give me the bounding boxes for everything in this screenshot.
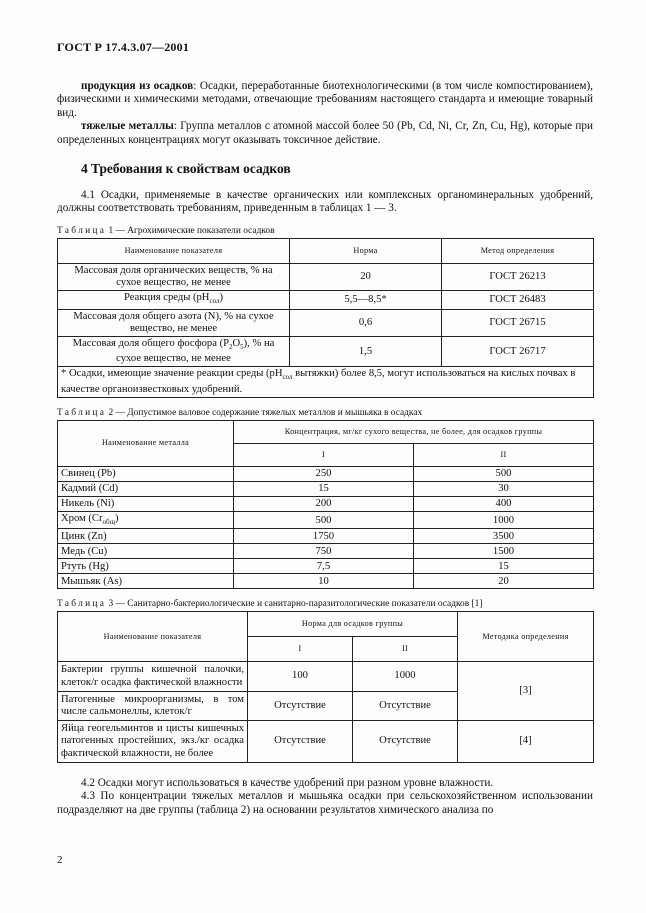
group1-value: 200 [234,497,414,512]
indicator-name: Яйца геогельминтов и цисты кишечных патогенных простейших, экз./кг осадка фактической влажности, не более [58,721,248,763]
column-header: Концентрация, мг/кг сухого вещества, не более, для осадков группы [234,421,594,444]
column-header: Норма [290,238,442,263]
table-row [58,482,594,497]
table-header-row [58,612,594,637]
column-header: Норма для осадков группы [248,612,458,637]
table-agrochemical [57,238,594,398]
table-sanitary [57,611,594,762]
text-part: вытяжки) более 8,5, могут использоваться на кислых почвах в качестве органоизвестковых удобрений. [61,368,576,395]
group1-value: 100 [248,662,353,691]
table-row [58,544,594,559]
table-note-row [58,367,594,398]
table-row [58,512,594,529]
table-row [58,662,594,691]
document-page [57,40,593,817]
table-caption-text: 1 — Агрохимические показатели осадков [106,225,275,236]
group2-value: 20 [414,574,594,589]
table-row [58,497,594,512]
group1-value: 500 [234,512,414,529]
method-value: ГОСТ 26715 [442,309,594,336]
group1-value: 750 [234,544,414,559]
indicator-name [58,336,290,367]
method-value: ГОСТ 26483 [442,291,594,309]
subscript: сол [209,297,220,306]
indicator-name: Массовая доля общего азота (N), % на сухое вещество, не менее [58,309,290,336]
table-caption-word: Таблица [57,599,107,610]
paragraph-4-2: 4.2 Осадки могут использоваться в качестве удобрений при разном уровне влажности. [81,776,494,789]
metal-name: Свинец (Pb) [58,467,234,482]
section-title: 4 Требования к свойствам осадков [81,161,291,177]
method-reference: [3] [458,662,594,721]
group1-value: 10 [234,574,414,589]
paragraph-4-1: 4.1 Осадки, применяемые в качестве органических или комплексных органоминеральных удобрений, должны соответствовать требованиям, приведенным в таблицах 1 — 3. [57,189,593,215]
column-header: I [234,444,414,467]
text-part: Реакция среды (pH [123,292,210,304]
table-row [58,263,594,290]
group1-value: 1750 [234,529,414,544]
definition-products [57,80,593,120]
table-footnote [58,367,594,398]
indicator-name: Массовая доля органических веществ, % на сухое вещество, не менее [58,263,290,290]
page-number: 2 [57,854,63,866]
table-heavy-metals [57,420,594,589]
group2-value: 1000 [414,512,594,529]
table3-caption [57,599,593,609]
metal-name [58,512,234,529]
indicator-name: Патогенные микроорганизмы, в том числе сальмонеллы, клеток/г [58,691,248,720]
definition-heavy-metals [57,120,593,147]
text-part: Хром (Cr [61,513,103,524]
standard-header: ГОСТ Р 17.4.3.07—2001 [57,40,190,54]
metal-name: Кадмий (Cd) [58,482,234,497]
group2-value: 3500 [414,529,594,544]
group2-value: 1500 [414,544,594,559]
table2-caption [57,408,593,418]
column-header: Метод определения [442,238,594,263]
group2-value: 400 [414,497,594,512]
definition-term: продукция из осадков [81,80,194,92]
paragraph-4-3: 4.3 По концентрации тяжелых металлов и мышьяка осадки при сельскохозяйственном использовании подразделяют на две группы (таблица 2) на основании результатов химического анализа по [57,790,593,816]
method-reference: [4] [458,721,594,763]
metal-name: Цинк (Zn) [58,529,234,544]
indicator-name [58,291,290,309]
norm-value: 5,5—8,5* [290,291,442,309]
group2-value: Отсутствие [353,691,458,720]
table-caption-word: Таблица [57,225,107,236]
text-part: Массовая доля общего фосфора (P [72,337,229,349]
group2-value: 30 [414,482,594,497]
table-row [58,574,594,589]
method-value: ГОСТ 26213 [442,263,594,290]
text-part: ) [219,292,224,304]
table-caption-text: 3 — Санитарно-бактериологические и санитарно-паразитологические показатели осадков [1] [106,599,483,610]
group2-value: 500 [414,467,594,482]
metal-name: Медь (Cu) [58,544,234,559]
group2-value: 1000 [353,662,458,691]
column-header: I [248,637,353,662]
method-value: ГОСТ 26717 [442,336,594,367]
table-row [58,529,594,544]
text-part: * Осадки, имеющие значение реакции среды (pH [61,368,283,380]
subscript: сол [282,373,293,382]
table-row [58,467,594,482]
norm-value: 0,6 [290,309,442,336]
table-caption-text: 2 — Допустимое валовое содержание тяжелых металлов и мышьяка в осадках [106,408,423,418]
table-row [58,291,594,309]
group1-value: 250 [234,467,414,482]
column-header: Наименование показателя [58,238,290,263]
norm-value: 20 [290,263,442,290]
table1-caption [57,226,593,236]
column-header: II [414,444,594,467]
group1-value: Отсутствие [248,721,353,763]
indicator-name: Бактерии группы кишечной палочки, клеток/г осадка фактической влажности [58,662,248,691]
subscript: общ [102,518,115,527]
column-header: Методика определения [458,612,594,662]
definition-text: : Группа металлов с атомной массой более 50 (Pb, Cd, Ni, Cr, Zn, Cu, Hg), которые при определенных концентрациях могут оказывать токсичное действие. [57,120,593,146]
definition-term: тяжелые металлы [81,120,174,133]
group1-value: 7,5 [234,559,414,574]
group2-value: 15 [414,559,594,574]
definition-text: : Осадки, переработанные биотехнологическими (в том числе компостированием), физическими и химическими методами, отвечающие требованиям настоящего стандарта и имеющие товарный вид. [57,80,593,119]
group2-value: Отсутствие [353,721,458,763]
text-part: ), % на сухое вещество, не менее [116,337,275,365]
subscript: 2 [229,343,233,352]
group1-value: 15 [234,482,414,497]
text-part: O [232,337,241,349]
metal-name: Мышьяк (As) [58,574,234,589]
table-row [58,309,594,336]
norm-value: 1,5 [290,336,442,367]
table-row [58,721,594,763]
table-header-row [58,421,594,444]
group1-value: Отсутствие [248,691,353,720]
column-header: Наименование металла [58,421,234,467]
metal-name: Ртуть (Hg) [58,559,234,574]
column-header: Наименование показателя [58,612,248,662]
table-caption-word: Таблица [57,408,107,418]
metal-name: Никель (Ni) [58,497,234,512]
table-row [58,559,594,574]
table-row [58,336,594,367]
subscript: 5 [240,343,244,352]
text-part: ) [114,513,119,524]
column-header: II [353,637,458,662]
table-header-row [58,238,594,263]
